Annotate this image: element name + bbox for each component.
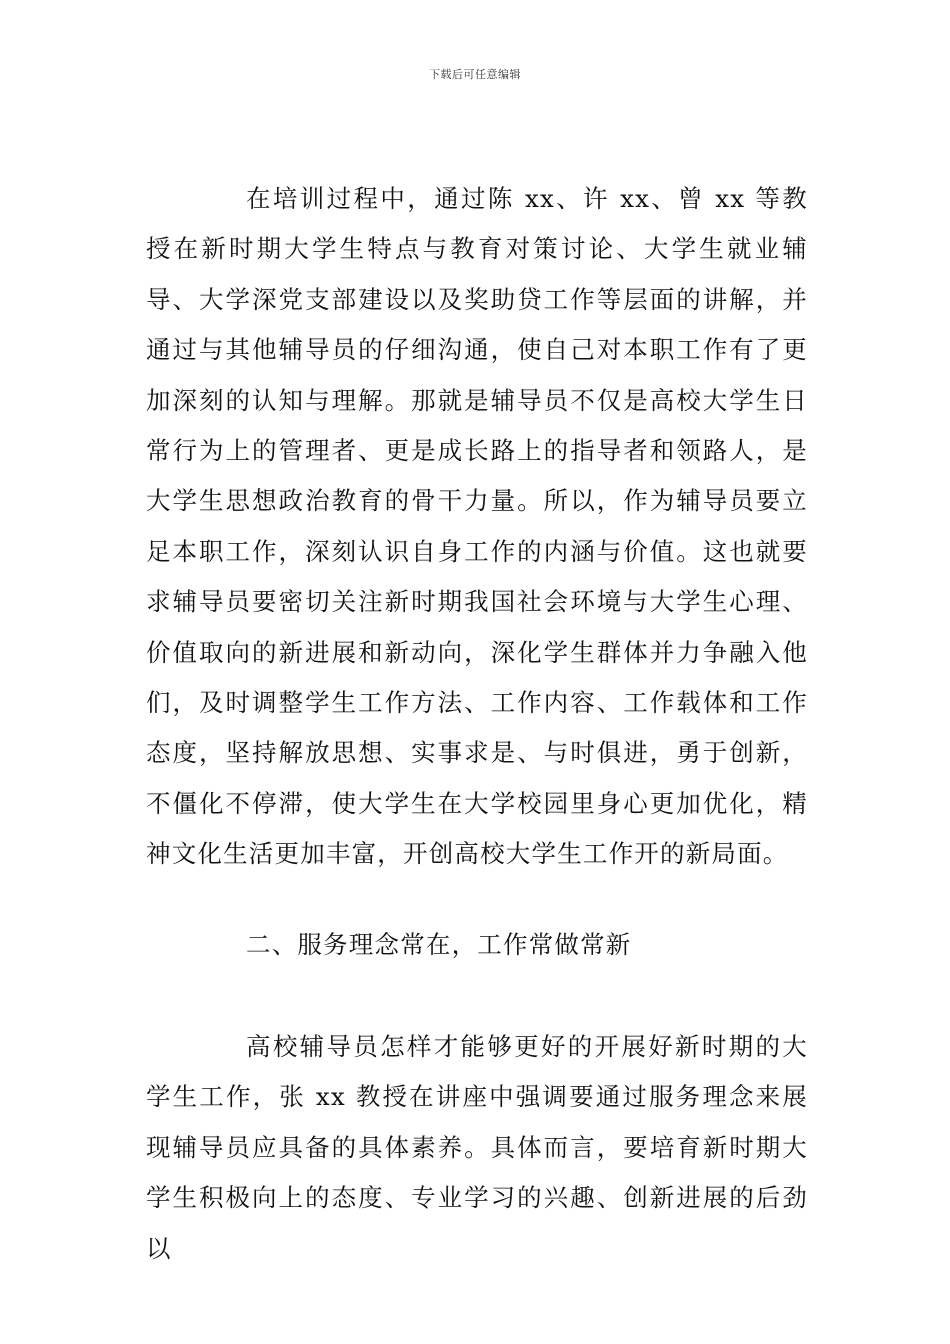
section-heading: 二、服务理念常在，工作常做常新 bbox=[246, 930, 632, 959]
header-note: 下载后可任意编辑 bbox=[429, 68, 521, 81]
body-paragraph: 高校辅导员怎样才能够更好的开展好新时期的大学生工作，张 xx 教授在讲座中强调要通过服务理念来展现辅导员应具备的具体素养。具体而言，要培育新时期大学生积极向上的态度、专业学习的兴趣、创新进展的后劲以 bbox=[146, 1032, 808, 1263]
body-paragraph: 在培训过程中，通过陈 xx、许 xx、曾 xx 等教授在新时期大学生特点与教育对策讨论、大学生就业辅导、大学深党支部建设以及奖助贷工作等层面的讲解，并通过与其他辅导员的仔细沟通，使自己对本职工作有了更加深刻的认知与理解。那就是辅导员不仅是高校大学生日常行为上的管理者、更是成长路上的指导者和领路人，是大学生思想政治教育的骨干力量。所以，作为辅导员要立足本职工作，深刻认识自身工作的内涵与价值。这也就要求辅导员要密切关注新时期我国社会环境与大学生心理、价值取向的新进展和新动向，深化学生群体并力争融入他们，及时调整学生工作方法、工作内容、工作载体和工作态度，坚持解放思想、实事求是、与时俱进，勇于创新，不僵化不停滞，使大学生在大学校园里身心更加优化，精神文化生活更加丰富，开创高校大学生工作开的新局面。 bbox=[146, 184, 808, 869]
